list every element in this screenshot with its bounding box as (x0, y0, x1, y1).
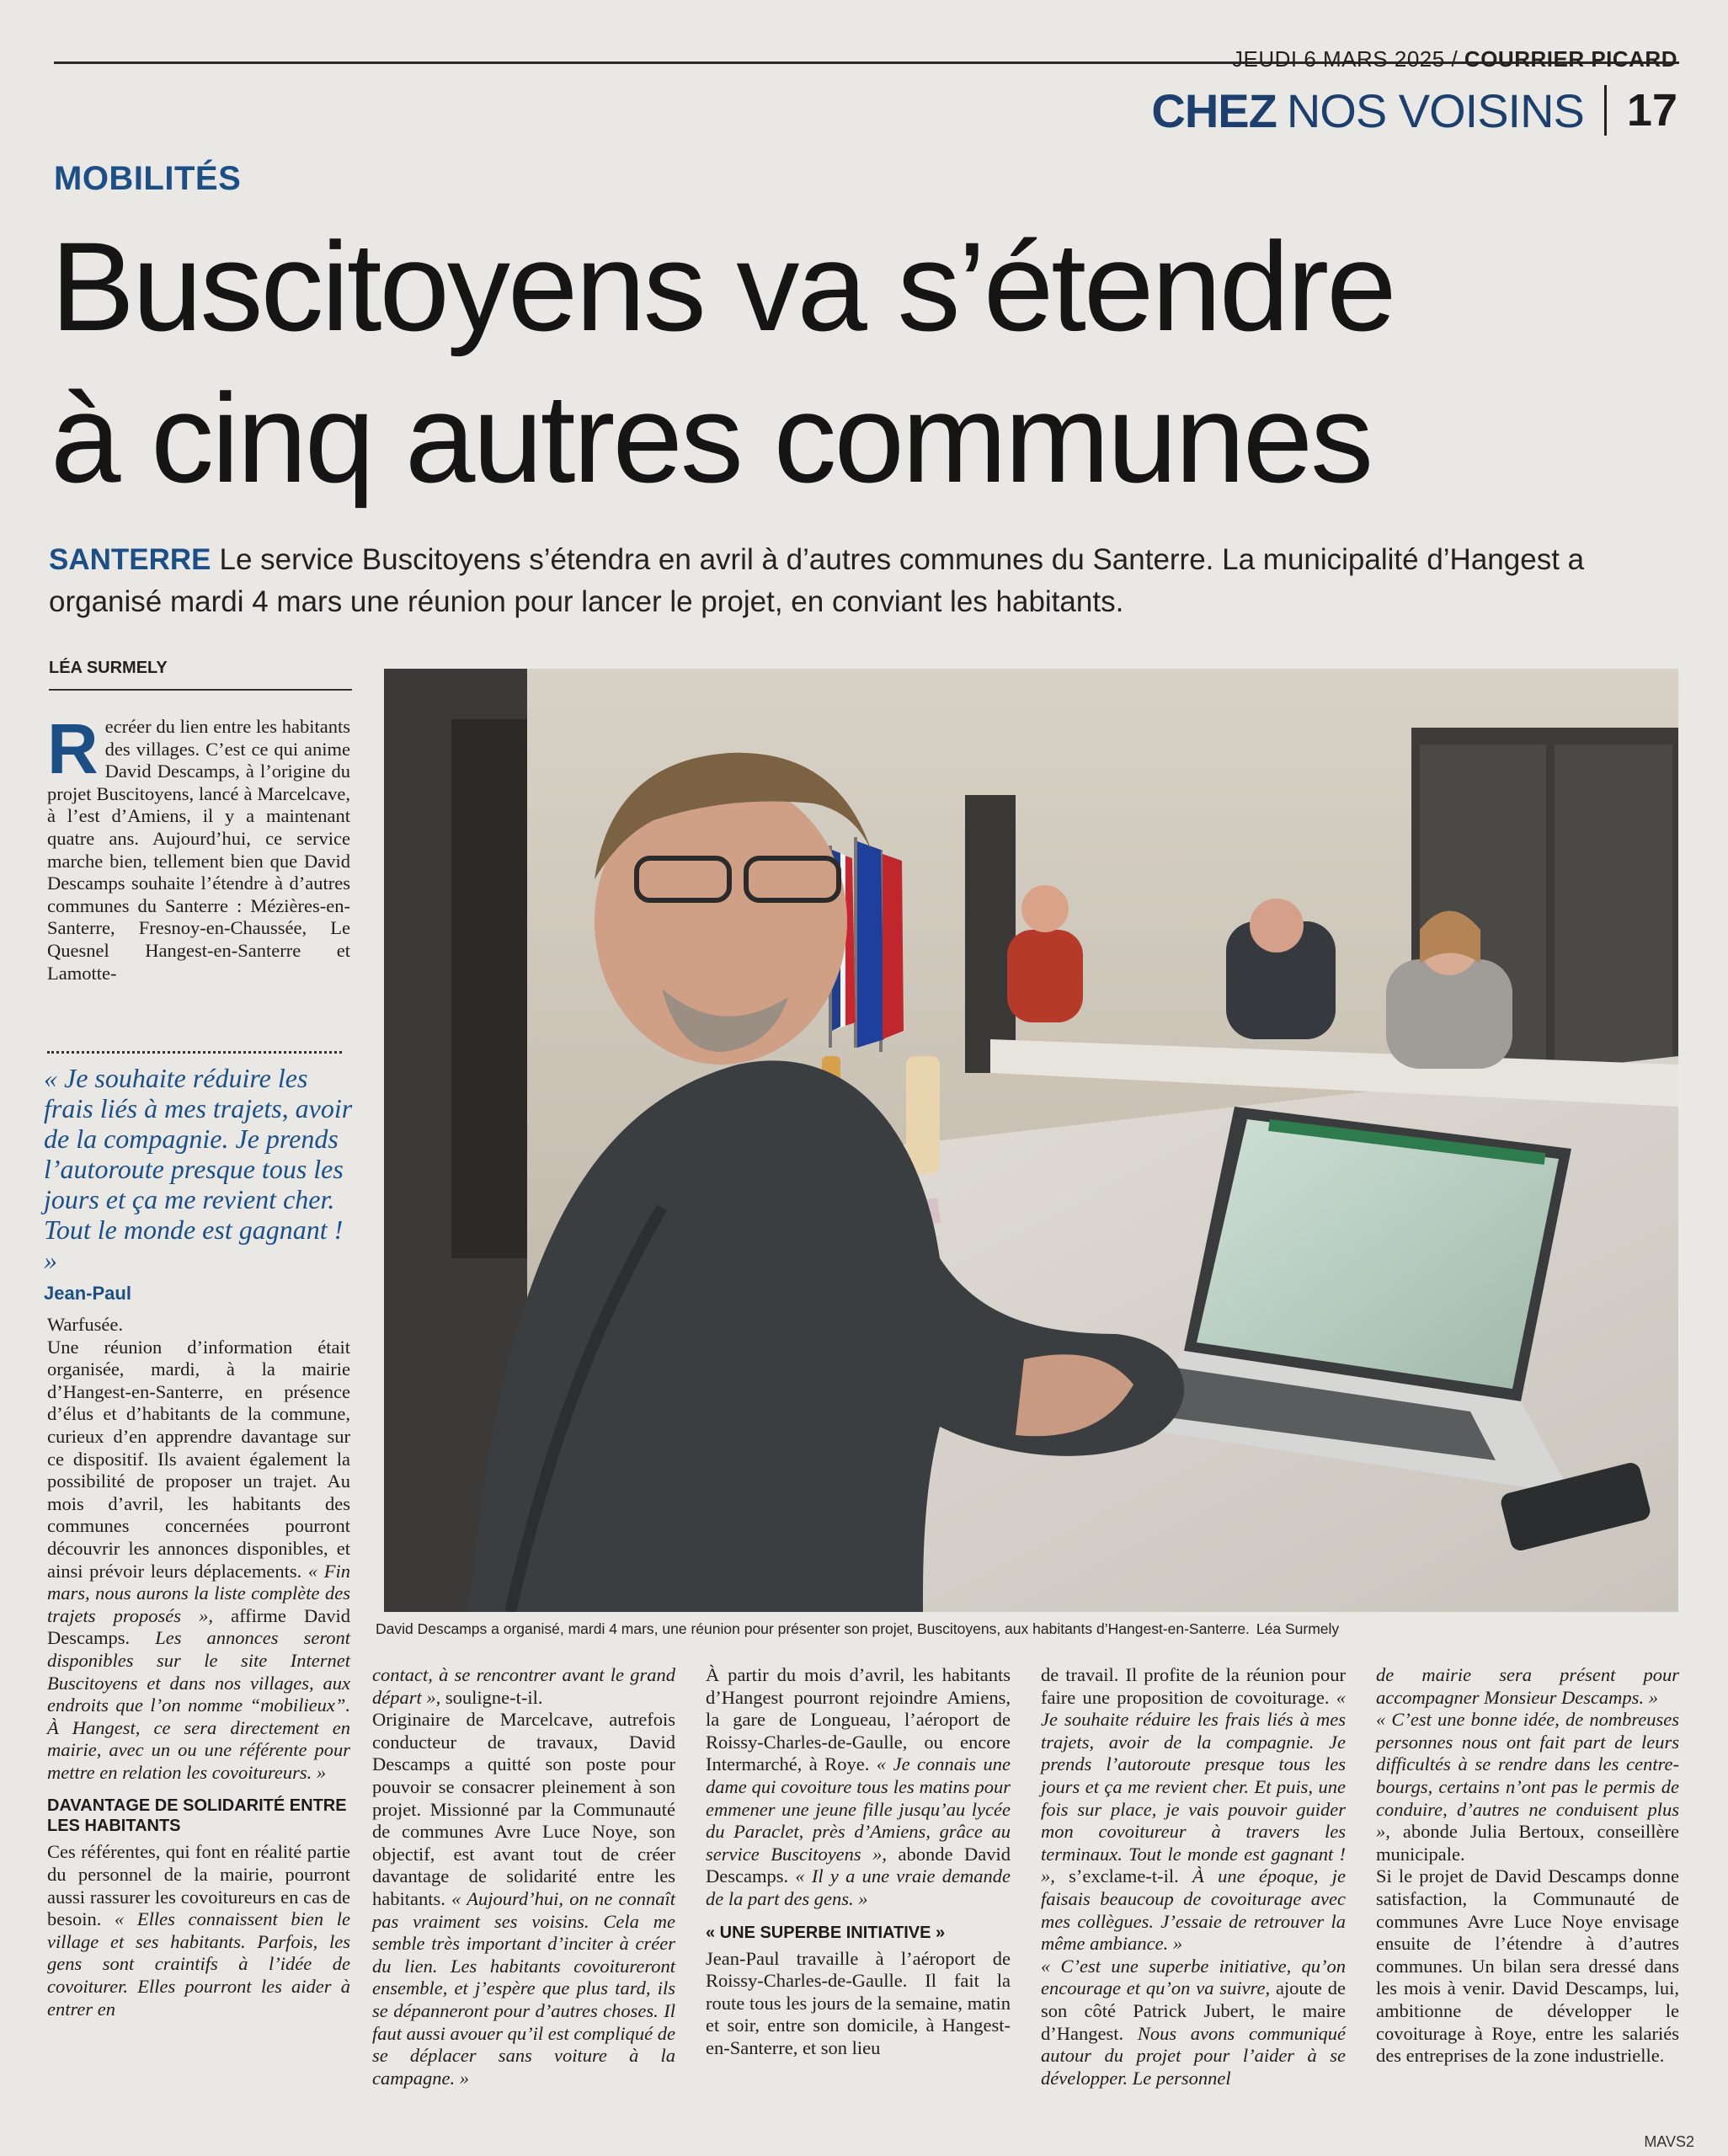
quote-run: « Je connais une dame qui covoiture tous les matins pour emmener une jeune fille jusqu’au lycée du Paraclet, près d’Amiens, grâce au service Buscitoyens », (706, 1753, 1011, 1865)
text-run: abonde David Descamps. (706, 1843, 1011, 1887)
standfirst-text: Le service Buscitoyens s’étendra en avril à d’autres communes du Santerre. La municipalité d’Hangest a organisé mardi 4 mars une réunion pour lancer le projet, en conviant les habitants. (49, 543, 1585, 618)
paragraph (706, 1664, 1011, 1911)
text-run: de travail. Il profite de la réunion pour faire une proposition de covoiturage. (1041, 1664, 1346, 1708)
text-run: ajoute de son côté Patrick Jubert, le maire d’Hangest. (1041, 1977, 1346, 2044)
quote-run: Les annonces seront disponibles sur le site Internet Buscitoyens et dans nos villages, aux endroits que l’on nomme “mobilieux”. À Hangest, ce sera directement en mairie, avec un ou une référente pour mettre en relation les covoitureurs. » (47, 1627, 350, 1783)
text-run: souligne-t-il. (445, 1686, 543, 1708)
section-title-bold: CHEZ (1151, 83, 1277, 137)
meeting-photo-illustration (384, 669, 1678, 1612)
quote-run: « Il y a une vraie demande de la part des gens. » (706, 1865, 1011, 1909)
column-2 (372, 1664, 675, 2089)
column-3 (706, 1664, 1011, 2060)
page-code: MAVS2 (1644, 2133, 1694, 2150)
section-divider (1604, 85, 1607, 136)
article-headline (51, 211, 1566, 514)
standfirst-location: SANTERRE (49, 543, 211, 576)
paragraph: Jean-Paul travaille à l’aéroport de Roissy-Charles-de-Gaulle. Il fait la route tous les jours de la semaine, matin et soir, entre son domicile, à Hangest-en-Santerre, et son lieu (706, 1947, 1011, 2058)
section-header (1151, 81, 1677, 140)
paragraph (47, 1337, 350, 1785)
headline-line-1: Buscitoyens va s’étendre (51, 216, 1395, 357)
article-photo (384, 669, 1678, 1612)
article-kicker: MOBILITÉS (54, 160, 242, 197)
text-run: Originaire de Marcelcave, autrefois conducteur de travaux, David Descamps a quitté son poste pour pouvoir se consacrer pleinement à son projet. Missionné par la Communauté de communes Avre Luce Noye, son objectif, est avant tout de créer davantage de solidarité entre les habitants. (372, 1709, 675, 1909)
paragraph (47, 1841, 350, 2020)
section-title: NOS VOISINS (1286, 83, 1584, 137)
lead-text: ecréer du lien entre les habitants des villages. C’est ce qui anime David Descamps, à l’origine du projet Buscitoyens, lancé à Marcelcave, à l’est d’Amiens, il y a maintenant quatre ans. Aujourd’hui, ce service marche bien, tellement bien que David Descamps souhaite l’étendre à d’autres communes du Santerre : Mézières-en-Santerre, Fresnoy-en-Chaussée, Le Quesnel Hangest-en-Santerre et Lamotte- (47, 716, 350, 984)
column-1-body (47, 1314, 350, 2020)
paragraph (1041, 1664, 1346, 1956)
byline: LÉA SURMELY (49, 659, 168, 677)
issue-date: JEUDI 6 MARS 2025 (1232, 46, 1445, 72)
paragraph: de mairie sera présent pour accompagner Monsieur Descamps. » (1376, 1664, 1679, 1708)
quote-run: Nous avons communiqué autour du projet pour l’aider à se développer. Le personnel (1041, 2022, 1346, 2089)
lead-paragraph (47, 709, 350, 985)
text-run: abonde Julia Bertoux, conseillère municipale. (1376, 1821, 1680, 1865)
photo-caption (376, 1620, 1689, 1638)
subheading-solidarity: DAVANTAGE DE SOLIDARITÉ ENTRE LES HABITANTS (47, 1796, 347, 1836)
pull-quote: « Je souhaite réduire les frais liés à mes trajets, avoir de la compagnie. Je prends l’autoroute presque tous les jours et ça me revient cher. Tout le monde est gagnant ! » (44, 1063, 353, 1275)
photo-credit: Léa Surmely (1256, 1620, 1340, 1637)
dateline (1232, 46, 1677, 72)
paragraph (1041, 1956, 1346, 2090)
pull-quote-rule (47, 1051, 342, 1054)
newspaper-name: COURRIER PICARD (1464, 46, 1677, 72)
quote-run: « C’est une superbe initiative, qu’on encourage et qu’on va suivre, (1041, 1955, 1346, 1999)
text-run: affirme David Descamps. (47, 1604, 350, 1649)
quote-run: « Aujourd’hui, on ne connaît pas vraiment ses voisins. Cela me semble très important d’inciter à créer du lien. Les habitants covoitureront ensemble, et j’espère que plus tard, ils se dépanneront pour d’autres choses. Il faut aussi avouer qu’il est compliqué de se déplacer sans voiture à la campagne. » (372, 1887, 676, 2089)
quote-run: « Fin mars, nous aurons la liste complète des trajets proposés », (47, 1560, 351, 1626)
headline-line-2: à cinq autres communes (51, 367, 1372, 509)
text-run: s’exclame-t-il. (1069, 1865, 1179, 1887)
dateline-separator: / (1451, 46, 1459, 72)
quote-run: « Elles connaissent bien le village et ses habitants. Parfois, les gens sont craintifs à l’idée de covoiturer. Elles pourront les aider à entrer en (47, 1908, 351, 2020)
text-run: Une réunion d’information était organisée, mardi, à la mairie d’Hangest-en-Santerre, en présence d’élus et d’habitants de la commune, curieux d’en apprendre davantage sur ce dispositif. Ils avaient également la possibilité de proposer un trajet. Au mois d’avril, les habitants des communes concernées pourront découvrir les annonces disponibles, et ainsi prévoir leurs déplacements. (47, 1336, 350, 1582)
paragraph (372, 1709, 675, 2089)
article-standfirst (49, 539, 1615, 623)
drop-cap: R (47, 709, 99, 788)
text-run: Ces référentes, qui font en réalité partie du personnel de la mairie, pourront aussi rassurer les covoitureurs en cas de besoin. (47, 1841, 350, 1930)
subheading-initiative: « UNE SUPERBE INITIATIVE » (706, 1923, 946, 1942)
quote-run: « C’est une bonne idée, de nombreuses personnes nous ont fait part de leurs difficultés à se rendre dans les centre-bourgs, certains n’ont pas le permis de conduire, d’autres ne conduisent plus », (1376, 1709, 1679, 1843)
quote-run: contact, à se rencontrer avant le grand départ », (372, 1664, 675, 1708)
quote-run: À une époque, je faisais beaucoup de covoiturage avec mes collègues. J’essaie de retrouver la même ambiance. » (1041, 1865, 1346, 1955)
caption-text: David Descamps a organisé, mardi 4 mars, une réunion pour présenter son projet, Buscitoyens, aux habitants d’Hangest-en-Santerre. (376, 1620, 1250, 1637)
byline-rule (49, 689, 352, 691)
column-5 (1376, 1664, 1679, 2068)
pull-quote-author: Jean-Paul (44, 1283, 131, 1304)
column-4 (1041, 1664, 1346, 2089)
paragraph (372, 1664, 675, 1709)
paragraph: Si le projet de David Descamps donne satisfaction, la Communauté de communes Avre Luce Noye envisage ensuite de l’étendre à d’autres communes. Un bilan sera dressé dans les mois à venir. David Descamps, lui, ambitionne de développer le covoiturage à Roye, entre les salariés des entreprises de la zone industrielle. (1376, 1865, 1679, 2067)
quote-run: « Je souhaite réduire les frais liés à mes trajets, avoir de la compagnie. Je prends l’autoroute presque tous les jours et ça me revient cher. Et puis, une fois sur place, je vais pouvoir guider mon covoitureur à travers les terminaux. Tout le monde est gagnant ! », (1041, 1686, 1346, 1887)
paragraph: Warfusée. (47, 1314, 124, 1335)
page-number: 17 (1626, 85, 1677, 136)
paragraph (1376, 1709, 1679, 1865)
text-run: À partir du mois d’avril, les habitants d’Hangest pourront rejoindre Amiens, la gare de Longueau, l’aéroport de Roissy-Charles-de-Gaulle, ou encore Intermarché, à Roye. (706, 1664, 1011, 1775)
